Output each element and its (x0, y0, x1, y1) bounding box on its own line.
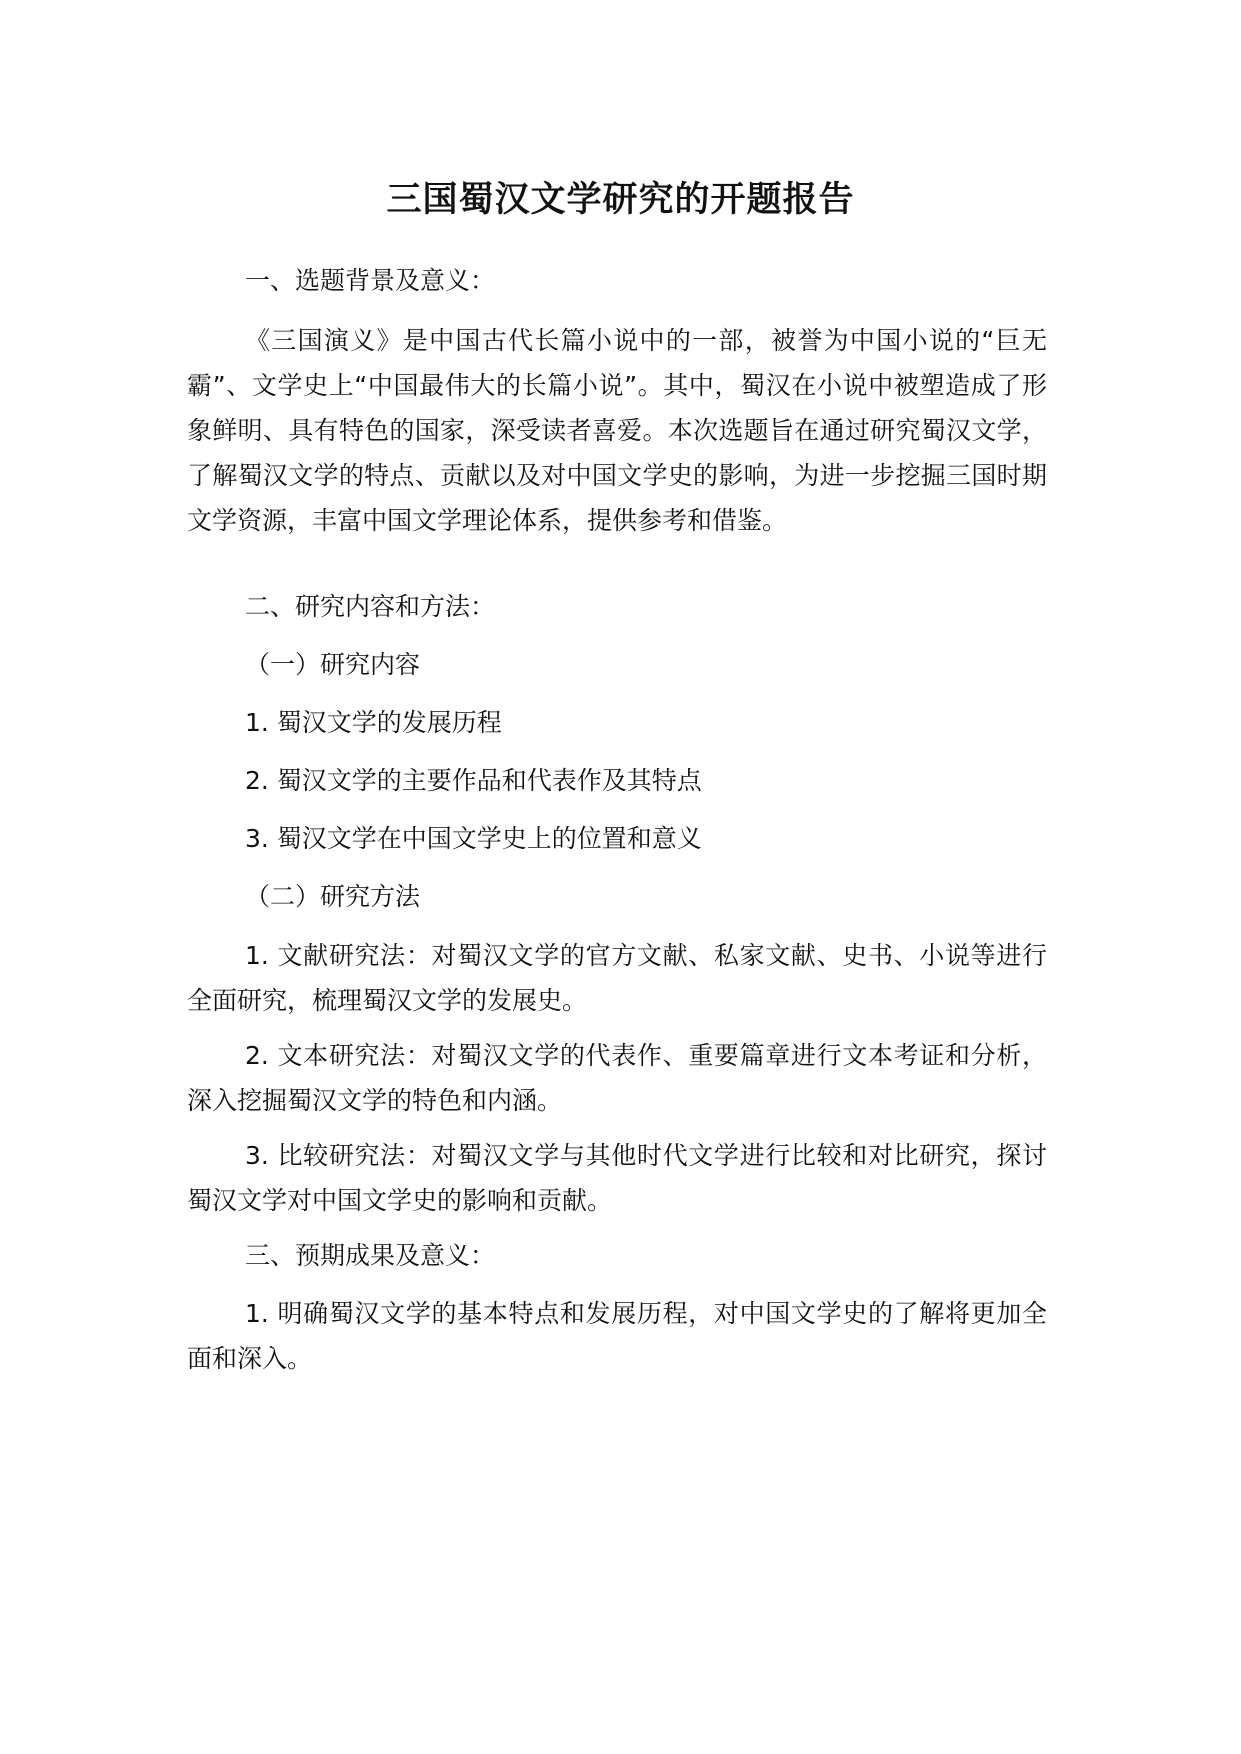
section-heading-outcomes: 三、预期成果及意义： (245, 1241, 496, 1270)
method-item: 1. 文献研究法：对蜀汉文学的官方文献、私家文献、史书、小说等进行全面研究，梳理蜀汉文学的发展史。 (187, 941, 1047, 1015)
method-item: 3. 比较研究法：对蜀汉文学与其他时代文学进行比较和对比研究，探讨蜀汉文学对中国文学史的影响和贡献。 (187, 1141, 1047, 1215)
document-title: 三国蜀汉文学研究的开题报告 (386, 180, 855, 220)
outcome-item: 1. 明确蜀汉文学的基本特点和发展历程，对中国文学史的了解将更加全面和深入。 (187, 1299, 1047, 1373)
subheading-research-method: （二）研究方法 (245, 882, 421, 911)
content-item: 1. 蜀汉文学的发展历程 (245, 708, 502, 737)
subheading-research-content: （一）研究内容 (245, 650, 421, 679)
background-paragraph: 《三国演义》是中国古代长篇小说中的一部，被誉为中国小说的“巨无霸”、文学史上“中国最伟大的长篇小说”。其中，蜀汉在小说中被塑造成了形象鲜明、具有特色的国家，深受读者喜爱。本次选题旨在通过研究蜀汉文学，了解蜀汉文学的特点、贡献以及对中国文学史的影响，为进一步挖掘三国时期文学资源，丰富中国文学理论体系，提供参考和借鉴。 (187, 326, 1047, 535)
section-heading-background: 一、选题背景及意义： (245, 266, 496, 295)
method-item: 2. 文本研究法：对蜀汉文学的代表作、重要篇章进行文本考证和分析，深入挖掘蜀汉文学的特色和内涵。 (187, 1041, 1047, 1115)
section-heading-content-method: 二、研究内容和方法： (245, 592, 496, 621)
content-item: 2. 蜀汉文学的主要作品和代表作及其特点 (245, 766, 702, 795)
content-item: 3. 蜀汉文学在中国文学史上的位置和意义 (245, 824, 702, 853)
